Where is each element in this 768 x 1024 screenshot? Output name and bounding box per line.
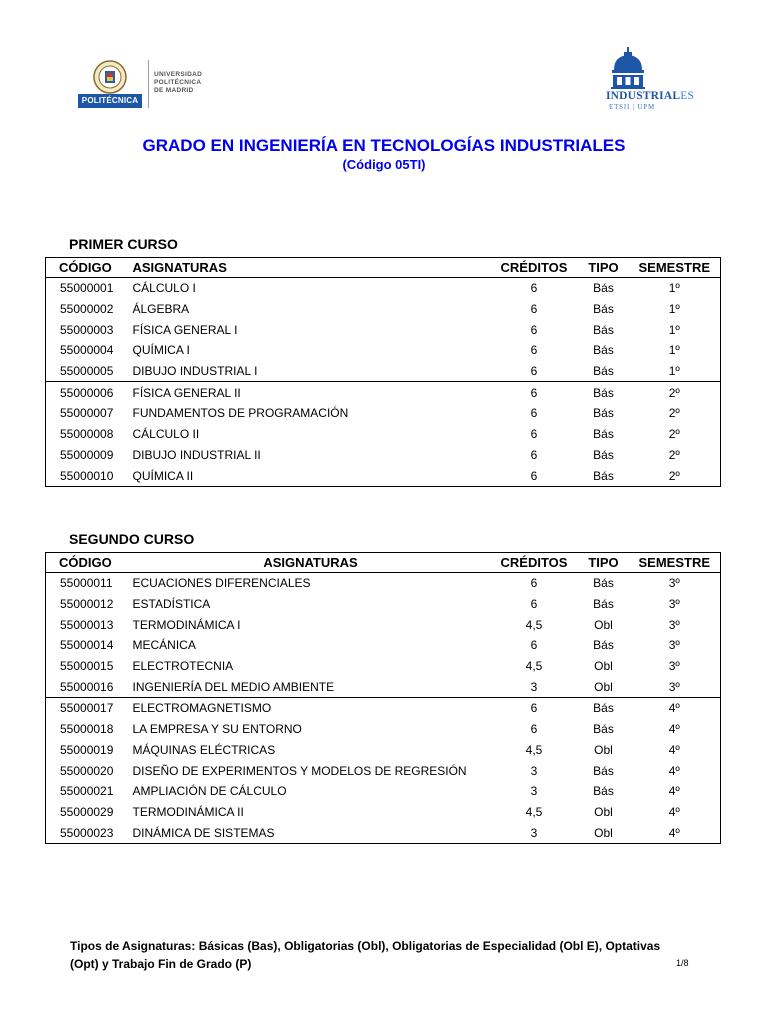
cell-type: Bás [593, 406, 614, 421]
cell-subject: ÁLGEBRA [132, 302, 190, 317]
cell-code: 55000020 [60, 763, 114, 778]
cell-code: 55000023 [60, 825, 114, 840]
cell-subject: QUÍMICA I [132, 343, 190, 358]
cell-subject: FÍSICA GENERAL II [132, 382, 490, 403]
cell-semester: 2º [668, 447, 680, 462]
cell-subject: TERMODINÁMICA II [132, 804, 244, 819]
cell-code: 55000006 [46, 382, 132, 403]
industriales-subtitle: ETSII | UPM [609, 103, 655, 111]
cell-type: Bás [579, 698, 629, 719]
table-row [46, 781, 721, 802]
table-header-row [46, 553, 721, 573]
cell-semester: 1º [668, 322, 680, 337]
industriales-word: INDUSTRIAL [606, 90, 681, 102]
table-row [46, 424, 721, 445]
cell-code: 55000009 [60, 447, 114, 462]
cell-code: 55000001 [60, 281, 114, 296]
cell-subject: DIBUJO INDUSTRIAL I [132, 364, 258, 379]
cell-subject: ELECTROMAGNETISMO [132, 698, 490, 719]
cell-credits: 6 [490, 382, 579, 403]
column-header-type: TIPO [579, 553, 629, 573]
cell-code: 55000005 [60, 364, 114, 379]
upm-wordmark [154, 71, 202, 95]
cell-subject: FUNDAMENTOS DE PROGRAMACIÓN [132, 406, 349, 421]
cell-semester: 4º [668, 784, 680, 799]
cell-credits: 6 [530, 447, 538, 462]
table-row [46, 822, 721, 843]
table-row [46, 278, 721, 299]
table-row [46, 403, 721, 424]
cell-type: Obl [594, 679, 613, 694]
cell-semester: 4º [629, 698, 721, 719]
cell-code: 55000011 [60, 576, 113, 591]
industriales-wordmark [606, 90, 694, 102]
cell-code: 55000021 [60, 784, 114, 799]
cell-code: 55000018 [60, 722, 114, 737]
cell-credits: 6 [530, 597, 538, 612]
cell-subject: CÁLCULO I [132, 281, 196, 296]
cell-code: 55000013 [60, 617, 114, 632]
cell-code: 55000002 [60, 302, 114, 317]
cell-type: Bás [593, 722, 614, 737]
cell-code: 55000019 [60, 742, 114, 757]
cell-credits: 6 [530, 468, 538, 483]
courses-table-primer-curso [45, 257, 721, 487]
cell-code: 55000017 [46, 698, 132, 719]
cell-credits: 3 [530, 784, 538, 799]
column-header-name: ASIGNATURAS [132, 258, 490, 278]
cell-subject: AMPLIACIÓN DE CÁLCULO [132, 784, 287, 799]
cell-semester: 3º [668, 659, 680, 674]
cell-subject: FÍSICA GENERAL I [132, 322, 238, 337]
table-row [46, 465, 721, 486]
footer-legend-line: Tipos de Asignaturas: Básicas (Bas), Obligatorias (Obl), Obligatorias de Especialidad (Obl E), Optativas [70, 939, 661, 953]
table-row [46, 361, 721, 382]
cell-type: Bás [593, 427, 614, 442]
cell-semester: 2º [668, 468, 680, 483]
cell-credits: 4,5 [525, 659, 543, 674]
section-title-segundo-curso: SEGUNDO CURSO [69, 531, 195, 547]
cell-type: Bás [593, 763, 614, 778]
courses-table-segundo-curso [45, 552, 721, 844]
table-row [46, 340, 721, 361]
cell-subject: LA EMPRESA Y SU ENTORNO [132, 722, 302, 737]
column-header-credits: CRÉDITOS [490, 553, 579, 573]
cell-semester: 1º [668, 364, 680, 379]
cell-type: Bás [579, 382, 629, 403]
table-row [46, 594, 721, 615]
column-header-semester: SEMESTRE [629, 258, 721, 278]
cell-type: Bás [593, 638, 614, 653]
column-header-type: TIPO [579, 258, 629, 278]
upm-wordmark-line: UNIVERSIDAD [154, 71, 203, 78]
cell-type: Bás [593, 576, 614, 591]
cell-credits: 6 [530, 343, 538, 358]
table-row [46, 698, 721, 719]
cell-semester: 1º [668, 343, 680, 358]
cell-semester: 2º [668, 427, 680, 442]
cell-credits: 4,5 [525, 742, 543, 757]
table-row [46, 573, 721, 594]
cell-type: Obl [594, 742, 613, 757]
cell-code: 55000014 [60, 638, 114, 653]
cell-credits: 4,5 [525, 617, 543, 632]
cell-type: Obl [594, 659, 613, 674]
cell-code: 55000015 [60, 659, 114, 674]
cell-semester: 1º [668, 281, 680, 296]
cell-semester: 4º [668, 722, 680, 737]
cell-code: 55000008 [60, 427, 114, 442]
cell-type: Bás [593, 322, 614, 337]
cell-code: 55000003 [60, 322, 114, 337]
cell-code: 55000029 [60, 804, 114, 819]
table-row [46, 319, 721, 340]
cell-code: 55000012 [60, 597, 114, 612]
cell-subject: CÁLCULO II [132, 427, 200, 442]
cell-type: Bás [593, 343, 614, 358]
cell-credits: 4,5 [525, 804, 543, 819]
degree-code: (Código 05TI) [342, 157, 426, 172]
cell-credits: 6 [530, 576, 538, 591]
cell-credits: 6 [530, 322, 538, 337]
column-header-code: CÓDIGO [46, 258, 132, 278]
cell-semester: 3º [668, 576, 680, 591]
cell-credits: 3 [530, 825, 538, 840]
cell-type: Obl [594, 825, 613, 840]
upm-wordmark-line: POLITÉCNICA [154, 79, 202, 86]
cell-credits: 6 [530, 364, 538, 379]
table-row [46, 656, 721, 677]
cell-subject: DINÁMICA DE SISTEMAS [132, 825, 275, 840]
cell-semester: 3º [668, 679, 680, 694]
cell-subject: DISEÑO DE EXPERIMENTOS Y MODELOS DE REGRESIÓN [132, 763, 467, 778]
column-header-name: ASIGNATURAS [132, 553, 490, 573]
cell-subject: INGENIERÍA DEL MEDIO AMBIENTE [132, 679, 335, 694]
cell-semester: 1º [668, 302, 680, 317]
cell-semester: 3º [668, 597, 680, 612]
industriales-logo [604, 46, 696, 111]
cell-semester: 3º [668, 617, 680, 632]
page-title: GRADO EN INGENIERÍA EN TECNOLOGÍAS INDUSTRIALES [142, 136, 626, 155]
table-row [46, 382, 721, 403]
cell-type: Bás [593, 364, 614, 379]
cell-credits: 6 [490, 698, 579, 719]
table-row [46, 719, 721, 740]
dome-icon [608, 46, 648, 90]
cell-semester: 4º [668, 742, 680, 757]
cell-type: Bás [593, 468, 614, 483]
table-row [46, 614, 721, 635]
cell-code: 55000016 [60, 679, 114, 694]
cell-code: 55000004 [60, 343, 114, 358]
cell-semester: 3º [668, 638, 680, 653]
table-row [46, 802, 721, 823]
cell-type: Bás [593, 302, 614, 317]
column-header-code: CÓDIGO [46, 553, 132, 573]
cell-type: Bás [593, 597, 614, 612]
cell-credits: 6 [530, 722, 538, 737]
cell-subject: ECUACIONES DIFERENCIALES [132, 576, 311, 591]
industriales-suffix: ES [680, 90, 695, 102]
cell-subject: MÁQUINAS ELÉCTRICAS [132, 742, 276, 757]
cell-credits: 6 [530, 281, 538, 296]
cell-type: Obl [594, 804, 613, 819]
cell-semester: 4º [668, 825, 680, 840]
cell-credits: 6 [530, 427, 538, 442]
cell-code: 55000007 [60, 406, 114, 421]
footer-legend [70, 937, 710, 973]
university-seal-icon [93, 60, 127, 94]
cell-credits: 3 [530, 763, 538, 778]
cell-semester: 4º [668, 763, 680, 778]
cell-subject: DIBUJO INDUSTRIAL II [132, 447, 261, 462]
page-number: 1/8 [676, 958, 689, 968]
table-row [46, 299, 721, 320]
cell-credits: 6 [530, 638, 538, 653]
cell-semester: 4º [668, 804, 680, 819]
cell-type: Bás [593, 784, 614, 799]
cell-subject: ELECTROTECNIA [132, 659, 234, 674]
column-header-semester: SEMESTRE [629, 553, 721, 573]
cell-credits: 6 [530, 406, 538, 421]
table-row [46, 760, 721, 781]
cell-type: Bás [593, 281, 614, 296]
table-header-row [46, 258, 721, 278]
cell-type: Bás [593, 447, 614, 462]
cell-semester: 2º [668, 406, 680, 421]
table-row [46, 635, 721, 656]
cell-subject: MECÁNICA [132, 638, 196, 653]
upm-wordmark-line: DE MADRID [154, 87, 194, 94]
cell-subject: TERMODINÁMICA I [132, 617, 241, 632]
table-row [46, 445, 721, 466]
column-header-credits: CRÉDITOS [490, 258, 579, 278]
table-row [46, 676, 721, 697]
cell-code: 55000010 [60, 468, 114, 483]
cell-subject: ESTADÍSTICA [132, 597, 211, 612]
cell-credits: 6 [530, 302, 538, 317]
upm-logo [78, 58, 210, 112]
logo-divider [148, 60, 149, 108]
cell-credits: 3 [530, 679, 538, 694]
upm-badge: POLITÉCNICA [78, 94, 142, 108]
footer-legend-line: (Opt) y Trabajo Fin de Grado (P) [70, 957, 252, 971]
cell-semester: 2º [629, 382, 721, 403]
section-title-primer-curso: PRIMER CURSO [69, 236, 178, 252]
cell-type: Obl [594, 617, 613, 632]
table-row [46, 740, 721, 761]
cell-subject: QUÍMICA II [132, 468, 194, 483]
